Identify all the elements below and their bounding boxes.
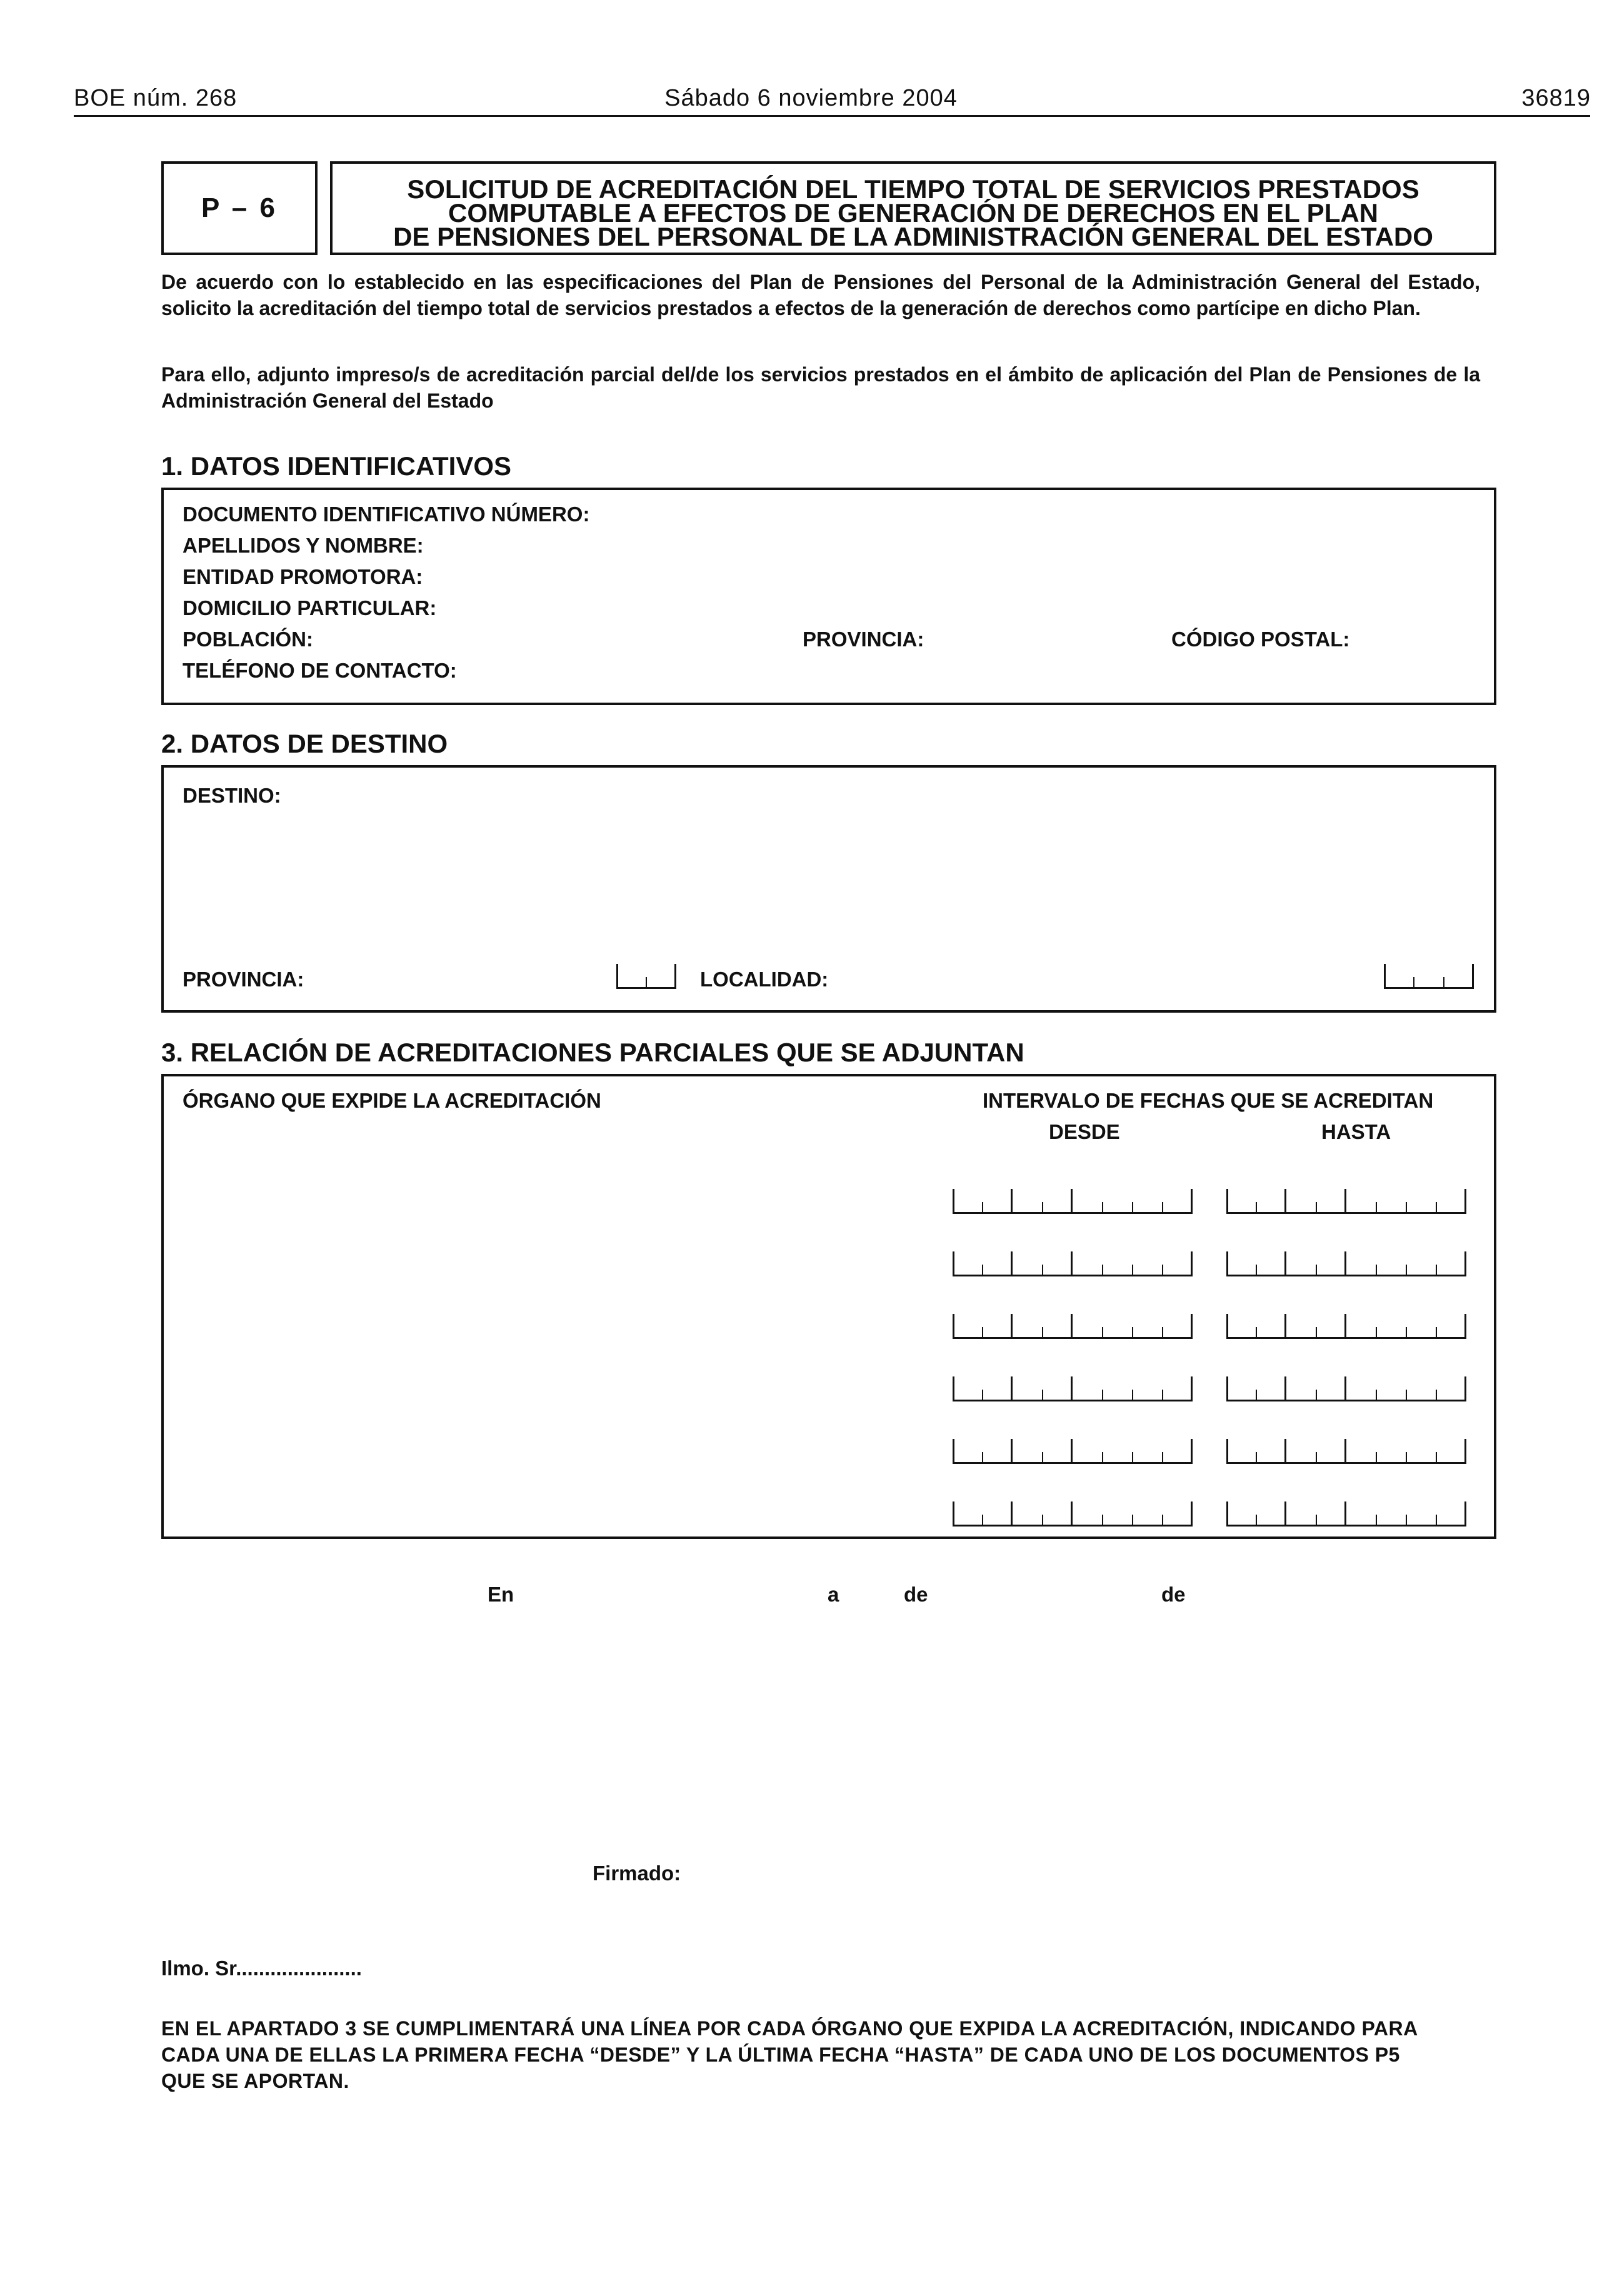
digit-cell[interactable] xyxy=(1286,1251,1316,1276)
desde-column-header: DESDE xyxy=(1049,1120,1120,1143)
digit-cell[interactable] xyxy=(1073,1189,1103,1214)
digit-cell[interactable] xyxy=(1316,1314,1346,1339)
publication-date: Sábado 6 noviembre 2004 xyxy=(664,85,958,111)
digit-cell[interactable] xyxy=(1406,1314,1436,1339)
form-code-box xyxy=(161,161,318,255)
digit-cell[interactable] xyxy=(1163,1314,1193,1339)
codigo-postal-label: CÓDIGO POSTAL: xyxy=(1171,628,1350,651)
digit-cell[interactable] xyxy=(1103,1376,1133,1401)
digit-cell[interactable] xyxy=(1346,1501,1376,1526)
digit-cell[interactable] xyxy=(1256,1189,1286,1214)
digit-cell[interactable] xyxy=(1073,1314,1103,1339)
digit-cell[interactable] xyxy=(1163,1251,1193,1276)
digit-cell[interactable] xyxy=(1406,1251,1436,1276)
section-2-box xyxy=(161,765,1496,1013)
digit-cell[interactable] xyxy=(1346,1376,1376,1401)
section-3-box xyxy=(161,1074,1496,1539)
digit-cell[interactable] xyxy=(1316,1439,1346,1464)
digit-cell[interactable] xyxy=(1346,1251,1376,1276)
digit-cell[interactable] xyxy=(1226,1189,1256,1214)
digit-cell[interactable] xyxy=(1376,1189,1406,1214)
digit-cell[interactable] xyxy=(1256,1251,1286,1276)
journal-issue: BOE núm. 268 xyxy=(74,85,238,111)
digit-cell[interactable] xyxy=(1436,1251,1466,1276)
digit-cell[interactable] xyxy=(1316,1189,1346,1214)
fecha-de-label-1: de xyxy=(904,1583,928,1606)
digit-cell[interactable] xyxy=(1133,1439,1163,1464)
digit-cell[interactable] xyxy=(1043,1189,1073,1214)
digit-cell[interactable] xyxy=(1256,1376,1286,1401)
digit-cell[interactable] xyxy=(983,1189,1013,1214)
hasta-date-boxes[interactable] xyxy=(1226,1251,1466,1276)
digit-cell[interactable] xyxy=(1103,1501,1133,1526)
digit-cell[interactable] xyxy=(1133,1376,1163,1401)
digit-cell[interactable] xyxy=(953,1314,983,1339)
desde-date-boxes[interactable] xyxy=(953,1251,1193,1276)
digit-cell[interactable] xyxy=(983,1439,1013,1464)
digit-cell[interactable] xyxy=(1013,1501,1043,1526)
digit-cell[interactable] xyxy=(1043,1439,1073,1464)
digit-cell[interactable] xyxy=(1073,1501,1103,1526)
digit-cell[interactable] xyxy=(953,1501,983,1526)
domicilio-label: DOMICILIO PARTICULAR: xyxy=(183,596,437,619)
digit-cell[interactable] xyxy=(1436,1501,1466,1526)
telefono-label: TELÉFONO DE CONTACTO: xyxy=(183,659,457,682)
form-title-box xyxy=(330,161,1496,255)
poblacion-label: POBLACIÓN: xyxy=(183,628,313,651)
digit-cell[interactable] xyxy=(1286,1189,1316,1214)
digit-cell[interactable] xyxy=(1286,1314,1316,1339)
digit-cell[interactable] xyxy=(1226,1314,1256,1339)
digit-cell[interactable] xyxy=(1133,1501,1163,1526)
page-number: 36819 xyxy=(1521,85,1591,111)
digit-cell[interactable] xyxy=(1013,1376,1043,1401)
organo-column-header: ÓRGANO QUE EXPIDE LA ACREDITACIÓN xyxy=(183,1089,601,1112)
hasta-date-boxes[interactable] xyxy=(1226,1189,1466,1214)
digit-cell[interactable] xyxy=(1376,1376,1406,1401)
firmado-label: Firmado: xyxy=(593,1862,681,1885)
digit-cell[interactable] xyxy=(1043,1251,1073,1276)
hasta-date-boxes[interactable] xyxy=(1226,1501,1466,1526)
digit-cell[interactable] xyxy=(983,1314,1013,1339)
digit-cell[interactable] xyxy=(1346,1439,1376,1464)
digit-cell[interactable] xyxy=(953,1439,983,1464)
digit-cell[interactable] xyxy=(1133,1251,1163,1276)
digit-cell[interactable] xyxy=(1013,1439,1043,1464)
apellidos-label: APELLIDOS Y NOMBRE: xyxy=(183,534,424,557)
digit-cell[interactable] xyxy=(1436,1314,1466,1339)
instructions-note: EN EL APARTADO 3 SE CUMPLIMENTARÁ UNA LÍNEA POR CADA ÓRGANO QUE EXPIDA LA ACREDITACIÓN, INDICANDO PARA CADA UNA DE ELLAS LA PRIMERA FECHA “DESDE” Y LA ÚLTIMA FECHA “HASTA” DE CADA UNO DE LOS DOCUMENTOS P5 QUE SE APORTAN. xyxy=(161,2017,1418,2092)
fecha-a-label: a xyxy=(828,1583,839,1606)
form-title-line-2: COMPUTABLE A EFECTOS DE GENERACIÓN DE DERECHOS EN EL PLAN xyxy=(448,198,1379,228)
desde-date-boxes[interactable] xyxy=(953,1189,1193,1214)
digit-cell[interactable] xyxy=(1226,1376,1256,1401)
digit-cell[interactable] xyxy=(1406,1376,1436,1401)
digit-cell[interactable] xyxy=(1406,1439,1436,1464)
entidad-label: ENTIDAD PROMOTORA: xyxy=(183,565,423,588)
digit-cell[interactable] xyxy=(1406,1501,1436,1526)
hasta-date-boxes[interactable] xyxy=(1226,1439,1466,1464)
digit-cell[interactable] xyxy=(1043,1501,1073,1526)
digit-cell[interactable] xyxy=(1163,1501,1193,1526)
digit-cell[interactable] xyxy=(1043,1314,1073,1339)
digit-cell[interactable] xyxy=(1316,1251,1346,1276)
digit-cell[interactable] xyxy=(1376,1501,1406,1526)
digit-cell[interactable] xyxy=(1163,1376,1193,1401)
section-1-box xyxy=(161,488,1496,705)
digit-cell[interactable] xyxy=(1256,1314,1286,1339)
hasta-date-boxes[interactable] xyxy=(1226,1376,1466,1401)
digit-cell[interactable] xyxy=(1013,1189,1043,1214)
digit-cell[interactable] xyxy=(1436,1189,1466,1214)
header-rule xyxy=(74,115,1590,117)
desde-date-boxes[interactable] xyxy=(953,1314,1193,1339)
digit-cell[interactable] xyxy=(1226,1439,1256,1464)
destino-label: DESTINO: xyxy=(183,784,281,807)
section-1-heading: 1. DATOS IDENTIFICATIVOS xyxy=(161,451,512,481)
digit-cell[interactable] xyxy=(1316,1501,1346,1526)
digit-cell[interactable] xyxy=(1103,1314,1133,1339)
digit-cell[interactable] xyxy=(1073,1251,1103,1276)
digit-cell[interactable] xyxy=(983,1376,1013,1401)
digit-cell[interactable] xyxy=(1013,1251,1043,1276)
digit-cell[interactable] xyxy=(1286,1376,1316,1401)
digit-cell[interactable] xyxy=(1286,1501,1316,1526)
digit-cell[interactable] xyxy=(1436,1376,1466,1401)
digit-cell[interactable] xyxy=(1013,1314,1043,1339)
section-2-heading: 2. DATOS DE DESTINO xyxy=(161,729,448,758)
form-title-line-3: DE PENSIONES DEL PERSONAL DE LA ADMINISTRACIÓN GENERAL DEL ESTADO xyxy=(393,222,1433,251)
digit-cell[interactable] xyxy=(1133,1314,1163,1339)
digit-cell[interactable] xyxy=(1436,1439,1466,1464)
digit-cell[interactable] xyxy=(1163,1189,1193,1214)
provincia-label: PROVINCIA: xyxy=(803,628,924,651)
desde-date-boxes[interactable] xyxy=(953,1501,1193,1526)
digit-cell[interactable] xyxy=(1073,1376,1103,1401)
digit-cell[interactable] xyxy=(983,1501,1013,1526)
digit-cell[interactable] xyxy=(1103,1189,1133,1214)
digit-cell[interactable] xyxy=(983,1251,1013,1276)
digit-cell[interactable] xyxy=(1316,1376,1346,1401)
hasta-column-header: HASTA xyxy=(1321,1120,1391,1143)
localidad-code-boxes[interactable] xyxy=(1384,964,1474,989)
provincia-destino-label: PROVINCIA: xyxy=(183,968,304,991)
intro-paragraph-1: De acuerdo con lo establecido en las especificaciones del Plan de Pensiones del Personal de la Administración General del Estado, solicito la acreditación del tiempo total de servicios prestados a efectos de la generación de derechos como partícipe en dicho Plan. xyxy=(161,271,1480,319)
digit-cell[interactable] xyxy=(1376,1439,1406,1464)
form-title-line-1: SOLICITUD DE ACREDITACIÓN DEL TIEMPO TOTAL DE SERVICIOS PRESTADOS xyxy=(407,174,1419,204)
digit-cell[interactable] xyxy=(1346,1189,1376,1214)
digit-cell[interactable] xyxy=(953,1251,983,1276)
digit-cell[interactable] xyxy=(1346,1314,1376,1339)
desde-date-boxes[interactable] xyxy=(953,1439,1193,1464)
digit-cell[interactable] xyxy=(1163,1439,1193,1464)
form-code: P – 6 xyxy=(201,193,278,223)
digit-cell[interactable] xyxy=(1133,1189,1163,1214)
intervalo-column-header: INTERVALO DE FECHAS QUE SE ACREDITAN xyxy=(983,1089,1434,1112)
addressee-line: Ilmo. Sr...................... xyxy=(161,1957,362,1980)
digit-cell[interactable] xyxy=(1103,1439,1133,1464)
digit-cell[interactable] xyxy=(953,1189,983,1214)
section-3-heading: 3. RELACIÓN DE ACREDITACIONES PARCIALES QUE SE ADJUNTAN xyxy=(161,1038,1024,1067)
fecha-de-label-2: de xyxy=(1161,1583,1186,1606)
digit-cell[interactable] xyxy=(1256,1501,1286,1526)
provincia-code-boxes[interactable] xyxy=(616,964,676,989)
digit-cell[interactable] xyxy=(1376,1251,1406,1276)
desde-date-boxes[interactable] xyxy=(953,1376,1193,1401)
intro-paragraph-2: Para ello, adjunto impreso/s de acreditación parcial del/de los servicios prestados en el ámbito de aplicación del Plan de Pensiones de la Administración General del Estado xyxy=(161,363,1480,412)
digit-cell[interactable] xyxy=(1226,1251,1256,1276)
digit-cell[interactable] xyxy=(1103,1251,1133,1276)
digit-cell[interactable] xyxy=(1406,1189,1436,1214)
digit-cell[interactable] xyxy=(953,1376,983,1401)
documento-label: DOCUMENTO IDENTIFICATIVO NÚMERO: xyxy=(183,503,590,526)
localidad-label: LOCALIDAD: xyxy=(700,968,829,991)
digit-cell[interactable] xyxy=(1226,1501,1256,1526)
hasta-date-boxes[interactable] xyxy=(1226,1314,1466,1339)
digit-cell[interactable] xyxy=(1256,1439,1286,1464)
digit-cell[interactable] xyxy=(1376,1314,1406,1339)
digit-cell[interactable] xyxy=(1073,1439,1103,1464)
lugar-en-label: En xyxy=(488,1583,514,1606)
digit-cell[interactable] xyxy=(1286,1439,1316,1464)
digit-cell[interactable] xyxy=(1043,1376,1073,1401)
